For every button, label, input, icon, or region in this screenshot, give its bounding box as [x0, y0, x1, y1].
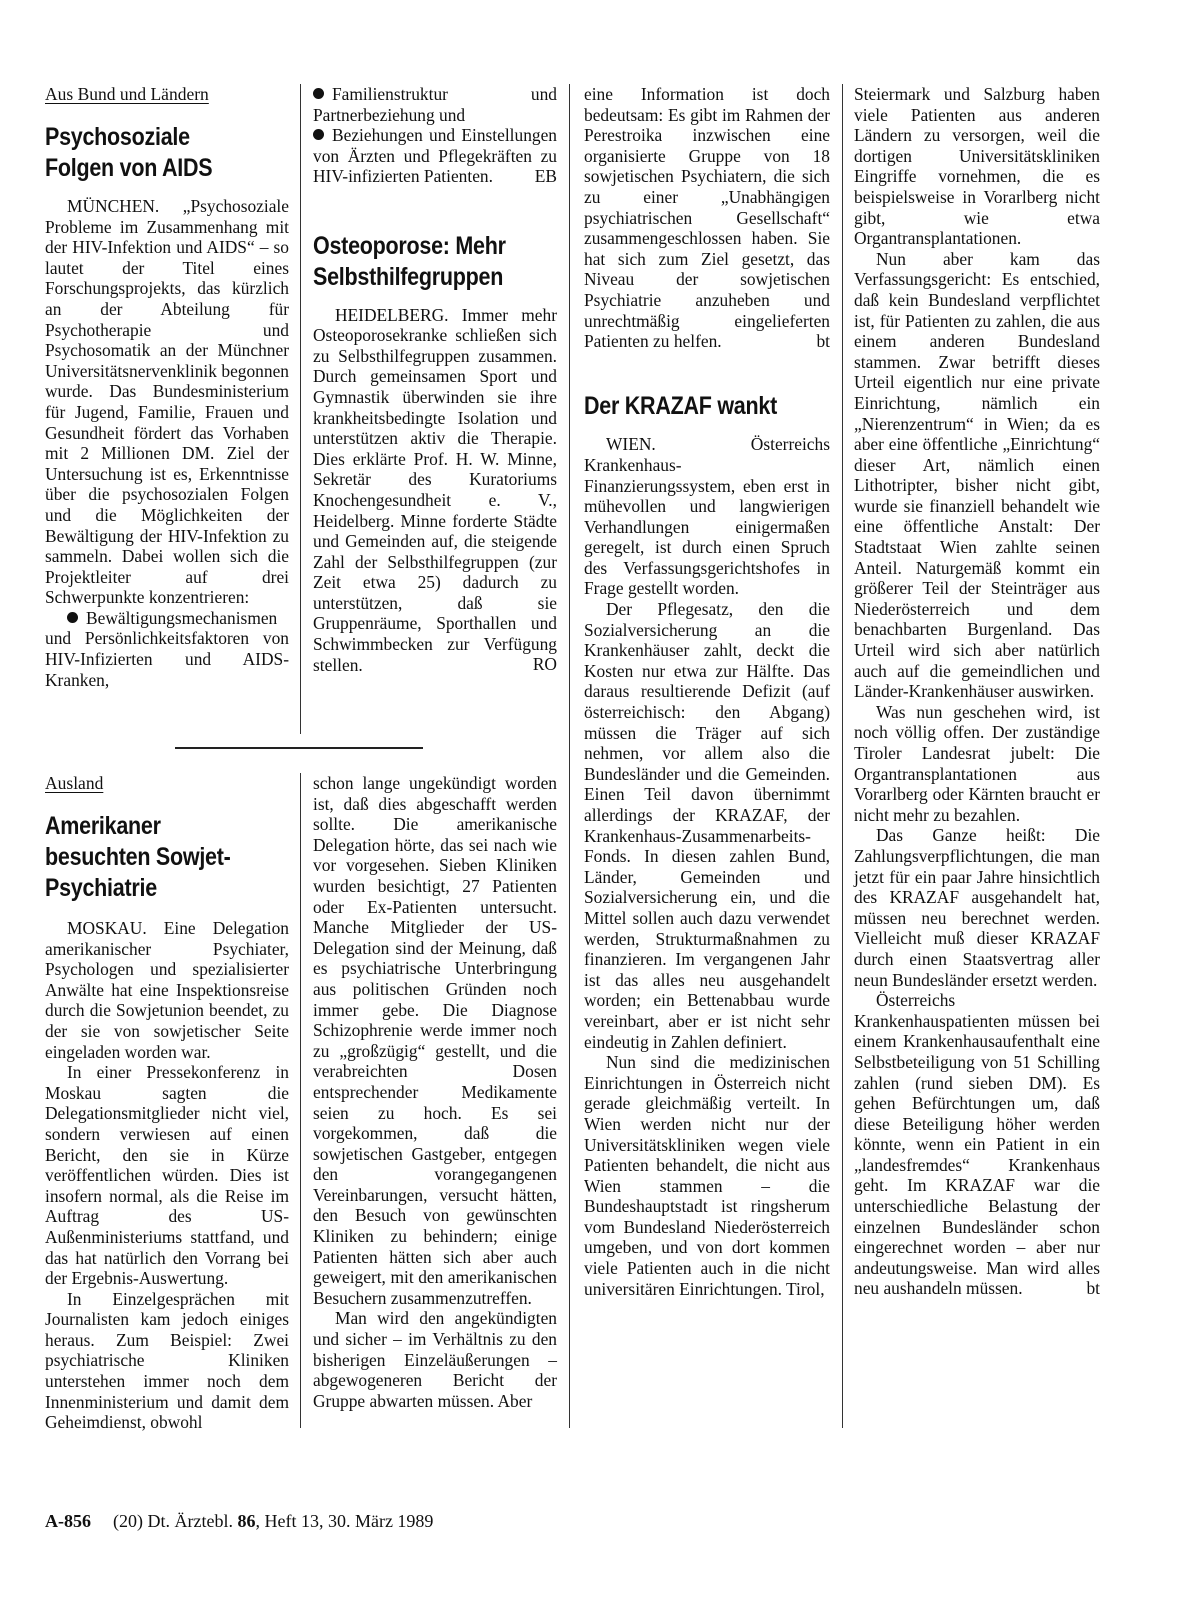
- headline-krazaf: Der KRAZAF wankt: [584, 392, 777, 421]
- headline-osteoporose: Osteoporose: Mehr Selbsthilfegruppen: [313, 231, 506, 291]
- bullet-1-text: Bewältigungsmechanismen und Persönlichkeitsfaktoren von HIV-Infizierten und AIDS-Kranken,: [45, 607, 289, 690]
- section-separator: [175, 747, 423, 749]
- article-krazaf-p7: Das Ganze heißt: Die Zahlungsverpflichtungen, die man jetzt für ein paar Jahre hinsichtlich des KRAZAF ausgehandelt hat, müssen neu berechnet werden. Vielleicht muß dieser KRAZAF durch einen Staatsvertrag aller neun Bundesländer ersetzt werden.: [854, 825, 1100, 990]
- signature-ro: RO: [532, 654, 557, 675]
- article-psychiatrie-p5: Man wird den angekündigten und sicher – im Verhältnis zu den bisherigen Einzeläußerungen – abgewogeneren Bericht der Gruppe abwarten müssen. Aber: [313, 1308, 557, 1411]
- article-krazaf-p5: Nun aber kam das Verfassungsgericht: Es entschied, daß kein Bundesland verpflichtet ist, für Patienten zu zahlen, die aus einem anderen Bundesland stammen. Zwar betrifft dieses Urteil eigentlich nur eine private Einrichtung, nämlich ein „Nierenzentrum“ in Wien; da es aber eine öffentliche „Einrichtung“ dieser Art, nämlich einen Lithotripter, bisher nicht gibt, wurde sie finanziell behandelt wie eine öffentliche Anstalt: Der Stadtstaat Wien zahlte seinen Anteil. Naturgemäß kommt ein größerer Teil der Steinträger aus Niederösterreich und dem benachbarten Burgenland. Das Urteil wird sich aber natürlich auch auf die gemeindlichen und Länder-Krankenhäuser auswirken.: [854, 248, 1100, 702]
- column-1-top: [45, 84, 289, 690]
- article-psychiatrie-p4: schon lange ungekündigt worden ist, daß dies abgeschafft werden sollte. Die amerikanische Delegation hörte, das sei nach wie vor vorgesehen. Sieben Kliniken wurden besichtigt, 27 Patienten oder Ex-Patienten untersucht. Manche Mitglieder der US-Delegation sind der Meinung, daß es psychiatrische Unterbringung aus politischen Gründen noch immer gebe. Die Diagnose Schizophrenie werde immer noch zu „großzügig“ gestellt, und die verabreichten Dosen entsprechender Medikamente seien zu hoch. Es sei vorgekommen, daß die sowjetischen Gastgeber, entgegen den vorangegangenen Vereinbarungen, versucht hätten, den Besuch von gewünschten Kliniken zu behindern; einige Patienten hätten sich aber auch geweigert, mit den amerikanischen Besuchern zusammenzutreffen.: [313, 773, 557, 1308]
- column-1-bottom: [45, 773, 289, 1433]
- article-krazaf-p1: WIEN. Österreichs Krankenhaus-Finanzierungssystem, eben erst in mühevollen und langwierigen Verhandlungen einigermaßen geregelt, ist durch einen Spruch des Verfassungsgerichtshofes in Frage gestellt worden.: [584, 434, 830, 599]
- signature-bt-krazaf: bt: [1086, 1278, 1100, 1299]
- issue-date: , Heft 13, 30. März 1989: [255, 1511, 434, 1531]
- journal-volume: 86: [237, 1511, 256, 1531]
- column-4: [854, 84, 1100, 1299]
- bullet-3-text: Beziehungen und Einstellungen von Ärzten und Pflegekräften zu HIV-infizierten Patienten.: [313, 125, 557, 187]
- signature-bt-psychiatrie: bt: [816, 330, 830, 351]
- article-krazaf-p3: Nun sind die medizinischen Einrichtungen in Österreich nicht gerade gleichmäßig verteilt. In Wien werden nicht nur der Universitätskliniken wegen viele Patienten behandelt, die nicht aus Wien stammen – die Bundeshauptstadt ist ringsherum vom Bundesland Niederösterreich umgeben, und von dort kommen viele Patienten auch in die nicht universitären Einrichtungen. Tirol,: [584, 1052, 830, 1299]
- article-krazaf-p8: Österreichs Krankenhauspatienten müssen bei einem Krankenhausaufenthalt eine Selbstbeteiligung von 51 Schilling zahlen (rund sieben DM). Es gehen Befürchtungen um, daß diese Beteiligung höher werden könnte, wenn ein Patient in ein „landesfremdes“ Krankenhaus geht. Im KRAZAF war die unterschiedliche Belastung der einzelnen Bundesländer schon eingerechnet worden – aber nur andeutungsweise. Man wird alles neu aushandeln müssen.: [854, 990, 1100, 1299]
- article-psychiatrie-p2: In einer Pressekonferenz in Moskau sagten die Delegationsmitglieder nicht viel, sondern verwiesen auf einen Bericht, den sie in Kürze veröffentlichen würden. Dies ist insofern normal, als die Reise im Auftrag des US-Außenministeriums stattfand, und das hat natürlich den Vorrang bei der Ergebnis-Auswertung.: [45, 1062, 289, 1289]
- article-aids-bullet-2: [313, 84, 557, 125]
- bullet-2-text: Familienstruktur und Partnerbeziehung und: [313, 84, 557, 125]
- column-2-bottom: [313, 773, 557, 1411]
- column-divider: [842, 84, 843, 1428]
- bullet-icon: [313, 129, 324, 140]
- section-rubric-abroad: Ausland: [45, 773, 104, 793]
- page-number: A-856: [45, 1511, 91, 1531]
- article-psychiatrie-continued: eine Information ist doch bedeutsam: Es gibt im Rahmen der Perestroika inzwischen eine organisierte Gruppe von 18 sowjetischen Psychiatern, die sich zu einer „Unabhängigen psychiatrischen Gesellschaft“ zusammengeschlossen haben. Sie hat sich zum Ziel gesetzt, das Niveau der sowjetischen Psychiatrie anzuheben und unrechtmäßig eingelieferten Patienten zu helfen.: [584, 84, 830, 352]
- article-aids-intro: MÜNCHEN. „Psychosoziale Probleme im Zusammenhang mit der HIV-Infektion und AIDS“ – so lautet der Titel eines Forschungsprojekts, das kürzlich an der Abteilung für Psychotherapie und Psychosomatik an der Münchner Universitätsnervenklinik begonnen wurde. Das Bundesministerium für Jugend, Familie, Frauen und Gesundheit fördert das Vorhaben mit 2 Millionen DM. Ziel der Untersuchung ist es, Erkenntnisse über die psychosozialen Folgen und die Möglichkeiten der Bewältigung der HIV-Infektion zu sammeln. Dabei wollen sich die Projektleiter auf drei Schwerpunkte konzentrieren:: [45, 196, 289, 608]
- article-psychiatrie-p3: In Einzelgesprächen mit Journalisten kam jedoch einiges heraus. Zum Beispiel: Zwei psychiatrische Kliniken unterstehen immer noch dem Innenministerium und damit dem Geheimdienst, obwohl: [45, 1288, 289, 1433]
- column-divider: [300, 84, 301, 734]
- headline-aids: Psychosoziale Folgen von AIDS: [45, 123, 213, 182]
- bullet-icon: [313, 88, 324, 99]
- column-divider: [300, 773, 301, 1428]
- journal-name: (20) Dt. Ärztebl.: [113, 1511, 233, 1531]
- article-krazaf-p2: Der Pflegesatz, den die Sozialversicherung an die Krankenhäuser zahlt, deckt die Kosten nur etwa zur Hälfte. Das daraus resultierende Defizit (auf österreichisch: den Abgang) müssen die Träger auf sich nehmen, vor allem also die Bundesländer und die Gemeinden. Einen Teil davon übernimmt allerdings der KRAZAF, der Krankenhaus-Zusammenarbeits-Fonds. In diesen zahlen Bund, Länder, Gemeinden und Sozialversicherung ein, und die Mittel sollen auch dazu verwendet werden, Strukturmaßnahmen zu finanzieren. Im vergangenen Jahr ist das alles neu ausgehandelt worden; ein Bettenabbau wurde vereinbart, aber er ist nicht sehr eindeutig in Zahlen definiert.: [584, 599, 830, 1052]
- article-aids-bullet-1: [45, 608, 289, 690]
- page-footer: [45, 1510, 433, 1532]
- article-osteoporose-body: HEIDELBERG. Immer mehr Osteoporosekranke schließen sich zu Selbsthilfegruppen zusammen. Durch gemeinsamen Sport und Gymnastik überwinden sie ihre krankheitsbedingte Isolation und unterstützen aktiv die Therapie. Dies erklärte Prof. H. W. Minne, Sekretär des Kuratoriums Knochengesundheit e. V., Heidelberg. Minne forderte Städte und Gemeinden auf, die steigende Zahl der Selbsthilfegruppen (zur Zeit etwa 25) dadurch zu unterstützen, daß sie Gruppenräume, Sporthallen und Schwimmbecken zur Verfügung stellen.: [313, 304, 557, 675]
- article-krazaf-p4: Steiermark und Salzburg haben viele Patienten aus anderen Ländern zu versorgen, weil die dortigen Universitätskliniken Eingriffe vornehmen, die es beispielsweise in Vorarlberg nicht gibt, wie etwa Organtransplantationen.: [854, 84, 1100, 249]
- article-psychiatrie-p1: MOSKAU. Eine Delegation amerikanischer Psychiater, Psychologen und spezialisierter Anwälte hat eine Inspektionsreise durch die Sowjetunion beendet, zu der sie von sowjetischer Seite eingeladen worden war.: [45, 918, 289, 1062]
- column-2-top: [313, 84, 557, 675]
- column-divider: [569, 84, 570, 1428]
- bullet-icon: [67, 612, 78, 623]
- headline-psychiatrie: Amerikaner besuchten Sowjet-Psychiatrie: [45, 812, 231, 902]
- section-rubric-germany: Aus Bund und Ländern: [45, 84, 209, 104]
- article-krazaf-p6: Was nun geschehen wird, ist noch völlig offen. Der zuständige Tiroler Landesrat jubelt: Die Organtransplantationen aus Vorarlberg oder Kärnten braucht er nicht mehr zu bezahlen.: [854, 701, 1100, 825]
- column-3: [584, 84, 830, 1299]
- signature-eb: EB: [534, 165, 557, 186]
